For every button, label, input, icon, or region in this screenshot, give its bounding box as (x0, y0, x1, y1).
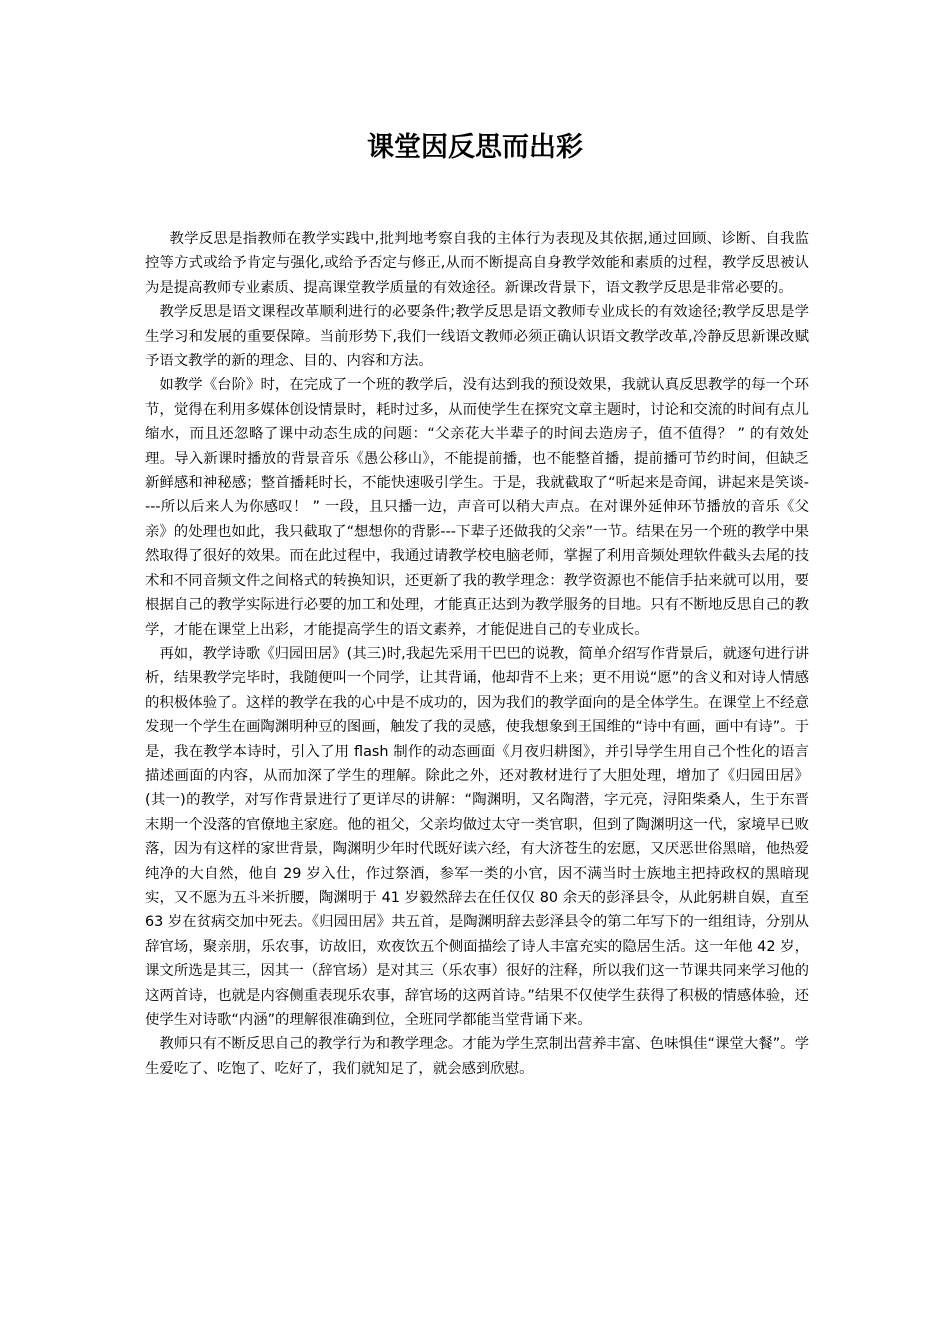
document-title: 课堂因反思而出彩 (367, 132, 583, 163)
paragraph-intro: 教学反思是指教师在教学实践中,批判地考察自我的主体行为表现及其依据,通过回顾、诊断、自我监控等方式或给予肯定与强化,或给予否定与修正,从而不断提高自身教学效能和素质的过程，教学反思被认为是提高教师专业素质、提高课堂教学质量的有效途径。新课改背景下，语文教学反思是非常必要的。 (145, 231, 809, 296)
paragraph-example-guiyuantianju: 再如，教学诗歌《归园田居》(其三)时,我起先采用干巴巴的说教，简单介绍写作背景后，就逐句进行讲析，结果教学完毕时，我随便叫一个同学，让其背诵，他却背不上来；更不用说“愿”的含义和对诗人情感的积极体验了。这样的教学在我的心中是不成功的，因为我们的教学面向的是全体学生。在课堂上不经意发现一个学生在画陶渊明种豆的图画，触发了我的灵感，使我想象到王国维的“诗中有画，画中有诗”。于是，我在教学本诗时，引入了用 flash 制作的动态画面《月夜归耕图》，并引导学生用自己个性化的语言描述画面的内容，从而加深了学生的理解。除此之外，还对教材进行了大胆处理，增加了《归园田居》(其一)的教学，对写作背景进行了更详尽的讲解：“陶渊明，又名陶潜，字元亮，浔阳柴桑人，生于东晋末期一个没落的官僚地主家庭。他的祖父，父亲均做过太守一类官职，但到了陶渊明这一代，家境早已败落，因为有这样的家世背景，陶渊明少年时代既好读六经，有大济苍生的宏愿，又厌恶世俗黑暗，他热爱纯净的大自然，他自 29 岁入仕，作过祭酒，参军一类的小官，因不满当时士族地主把持政权的黑暗现实，又不愿为五斗米折腰，陶渊明于 41 岁毅然辞去在任仅仅 80 余天的彭泽县令，从此躬耕自娱，直至 63 岁在贫病交加中死去。《归园田居》共五首，是陶渊明辞去彭泽县令的第二年写下的一组组诗，分别从辞官场，聚亲朋，乐农事，访故旧，欢夜饮五个侧面描绘了诗人丰富充实的隐居生活。这一年他 42 岁，课文所选是其三，因其一（辞官场）是对其三（乐农事）很好的注释，所以我们这一节课共同来学习他的这两首诗，也就是内容侧重表现乐农事，辞官场的这两首诗。”结果不仅使学生获得了积极的情感体验，还使学生对诗歌“内涵”的理解很准确到位，全班同学都能当堂背诵下来。 (145, 645, 809, 1028)
paragraph-conclusion: 教师只有不断反思自己的教学行为和教学理念。才能为学生烹制出营养丰富、色味惧佳“课堂大餐”。学生爱吃了、吃饱了、吃好了，我们就知足了，就会感到欣慰。 (145, 1036, 809, 1077)
paragraph-importance: 教学反思是语文课程改革顺利进行的必要条件;教学反思是语文教师专业成长的有效途径;教学反思是学生学习和发展的重要保障。当前形势下,我们一线语文教师必须正确认识语文教学改革,冷静反思新课改赋予语文教学的新的理念、目的、内容和方法。 (145, 304, 809, 370)
document-body (145, 227, 809, 1081)
paragraph-example-taijie: 如教学《台阶》时，在完成了一个班的教学后，没有达到我的预设效果，我就认真反思教学的每一个环节，觉得在利用多媒体创设情景时，耗时过多，从而使学生在探究文章主题时，讨论和交流的时间有点儿缩水，而且还忽略了课中动态生成的问题：“父亲花大半辈子的时间去造房子，值不值得？ ” 的有效处理。导入新课时播放的背景音乐《愚公移山》，不能提前播，也不能整首播，提前播可节约时间，但缺乏新鲜感和神秘感；整首播耗时长，不能快速吸引学生。于是，我就截取了“听起来是奇闻，讲起来是笑谈----所以后来人为你感叹！ ” 一段，且只播一边，声音可以稍大声点。在对课外延伸环节播放的音乐《父亲》的处理也如此，我只截取了“想想你的背影---下辈子还做我的父亲”一节。结果在另一个班的教学中果然取得了很好的效果。而在此过程中，我通过请教学校电脑老师，掌握了利用音频处理软件截头去尾的技术和不同音频文件之间格式的转换知识，还更新了我的教学理念：教学资源也不能信手拈来就可以用，要根据自己的教学实际进行必要的加工和处理，才能真正达到为教学服务的目地。只有不断地反思自己的教学，才能在课堂上出彩，才能提高学生的语文素养，才能促进自己的专业成长。 (145, 377, 809, 638)
